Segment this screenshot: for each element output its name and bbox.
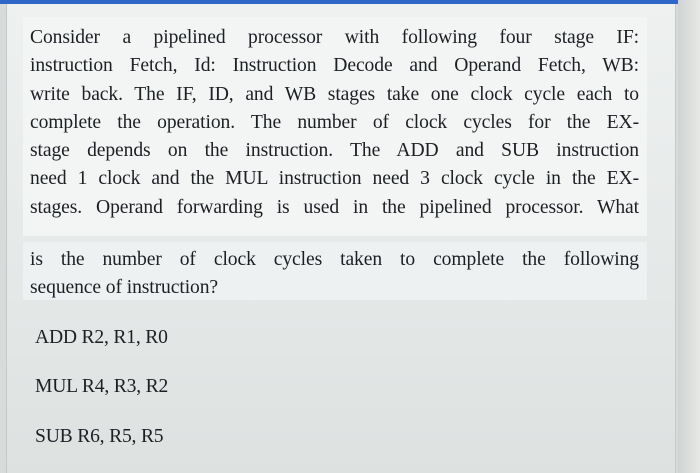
- document-page: [6, 4, 676, 473]
- question-continuation-block: [23, 242, 647, 300]
- text-line: stage depends on the instruction. The ADD and SUB instruction: [30, 140, 639, 162]
- text-line: complete the operation. The number of clock cycles for the EX-: [30, 111, 639, 133]
- text-line: Consider a pipelined processor with following four stage IF:: [30, 27, 639, 48]
- instruction-add: ADD R2, R1, R0: [35, 327, 168, 348]
- background-edge: [678, 0, 700, 473]
- text-line: sequence of instruction?: [30, 277, 219, 299]
- question-paragraph-1: [23, 17, 647, 222]
- text-line: write back. The IF, ID, and WB stages take one clock cycle each to: [30, 83, 639, 105]
- question-paragraph-2: [23, 242, 647, 303]
- text-line: stages. Operand forwarding is used in the pipelined processor. What: [30, 196, 639, 218]
- instruction-sub: SUB R6, R5, R5: [35, 426, 164, 447]
- text-line: instruction Fetch, Id: Instruction Decode and Operand Fetch, WB:: [30, 55, 639, 77]
- question-text-block: [23, 17, 647, 236]
- text-line: need 1 clock and the MUL instruction need 3 clock cycle in the EX-: [30, 168, 639, 190]
- instruction-mul: MUL R4, R3, R2: [35, 376, 169, 397]
- text-line: is the number of clock cycles taken to complete the following: [30, 249, 639, 270]
